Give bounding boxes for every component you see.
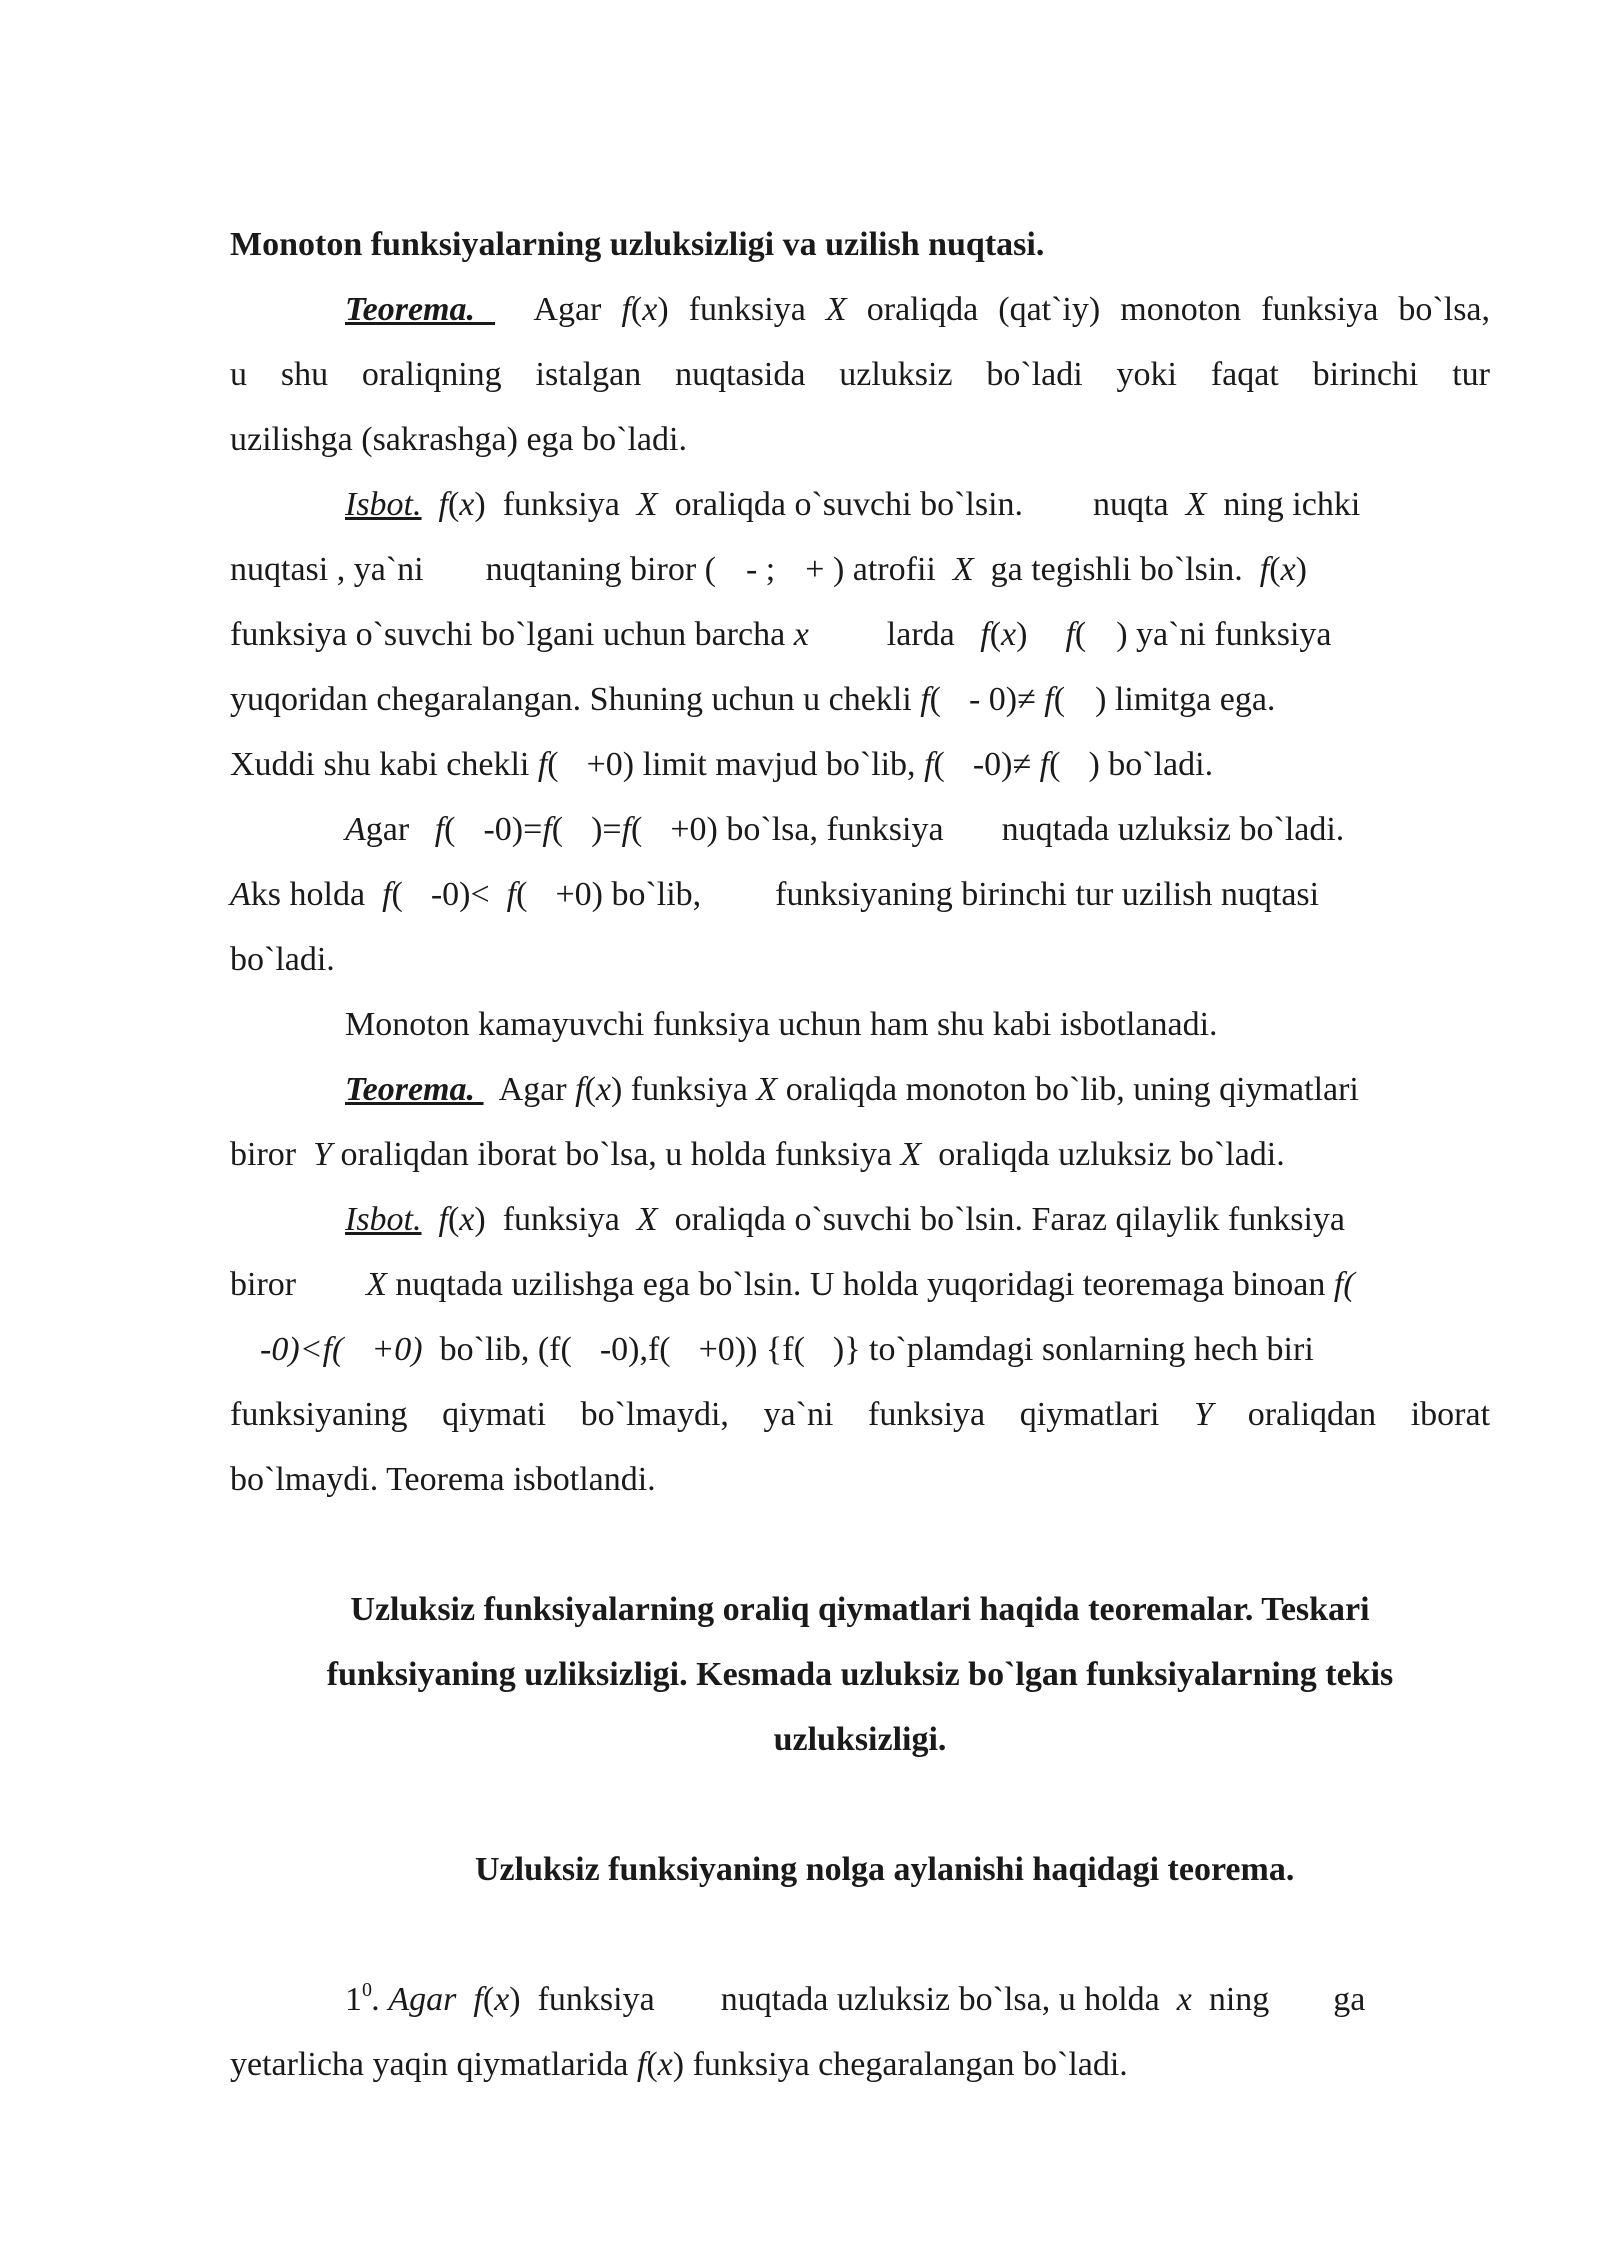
proof2-line2: biror X nuqtada uzilishga ega bo`lsin. U holda yuqoridagi teoremaga binoan f( [230,1266,1355,1303]
section2-subheading: Uzluksiz funksiyaning nolga aylanishi haqidagi teorema. [475,1851,1295,1888]
section2-heading-line1: Uzluksiz funksiyalarning oraliq qiymatlari haqida teoremalar. Teskari [350,1591,1370,1628]
theorem1-line2: u shu oraliqning istalgan nuqtasida uzluksiz bo`ladi yoki faqat birinchi tur [230,356,1490,393]
proof2-line5: bo`lmaydi. Teorema isbotlandi. [230,1461,656,1498]
proof1-line6: Agar f( -0)=f( )=f( +0) bo`lsa, funksiya nuqtada uzluksiz bo`ladi. [345,811,1345,848]
section-title: Monoton funksiyalarning uzluksizligi va uzilish nuqtasi. [230,226,1045,263]
section2-heading-line3: uzluksizligi. [773,1721,947,1758]
proof1-line4: yuqoridan chegaralangan. Shuning uchun u chekli f( - 0)≠ f( ) limitga ega. [230,681,1276,718]
note-line: Monoton kamayuvchi funksiya uchun ham shu kabi isbotlanadi. [345,1006,1218,1043]
proof1-line1: Isbot. f(x) funksiya X oraliqda o`suvchi bo`lsin. nuqta X ning ichki [345,486,1361,523]
theorem1-line3: uzilishga (sakrashga) ega bo`ladi. [230,421,687,458]
proof1-line2: nuqtasi , ya`ni nuqtaning biror ( - ; + ) atrofii X ga tegishli bo`lsin. f(x) [230,551,1307,588]
item1-line1: $1^0$. Agar f(x) funksiya nuqtada uzluksiz bo`lsa, u holda x ning ga [345,1979,1366,2018]
section2-heading-line2: funksiyaning uzliksizligi. Kesmada uzluksiz bo`lgan funksiyalarning tekis [326,1656,1394,1693]
proof-label: Isbot. [345,1201,422,1238]
theorem1-line1: Teorema. Agar f(x) funksiya X oraliqda (qat`iy) monoton funksiya bo`lsa, [345,291,1491,328]
proof2-line4: funksiyaning qiymati bo`lmaydi, ya`ni funksiya qiymatlari Y oraliqdan iborat [230,1396,1491,1433]
proof2-line1: Isbot. f(x) funksiya X oraliqda o`suvchi bo`lsin. Faraz qilaylik funksiya [345,1201,1345,1238]
proof1-line8: bo`ladi. [230,941,335,978]
theorem2-line2: biror Y oraliqdan iborat bo`lsa, u holda funksiya X oraliqda uzluksiz bo`ladi. [230,1136,1285,1173]
proof1-line5: Xuddi shu kabi chekli f( +0) limit mavjud bo`lib, f( -0)≠ f( ) bo`ladi. [230,746,1214,783]
theorem-label: Teorema. [345,1071,484,1108]
proof2-line3: -0)<f( +0) bo`lib, (f( -0),f( +0)) {f( )} to`plamdagi sonlarning hech biri [260,1331,1314,1368]
theorem2-line1: Teorema. Agar f(x) funksiya X oraliqda monoton bo`lib, uning qiymatlari [345,1071,1359,1108]
theorem-label: Teorema. [345,291,496,328]
item1-line2: yetarlicha yaqin qiymatlarida f(x) funksiya chegaralangan bo`ladi. [230,2046,1128,2083]
proof1-line3: funksiya o`suvchi bo`lgani uchun barcha x larda f(x) f( ) ya`ni funksiya [230,616,1332,653]
proof-label: Isbot. [345,486,422,523]
proof1-line7: Aks holda f( -0)< f( +0) bo`lib, funksiyaning birinchi tur uzilish nuqtasi [230,876,1320,913]
